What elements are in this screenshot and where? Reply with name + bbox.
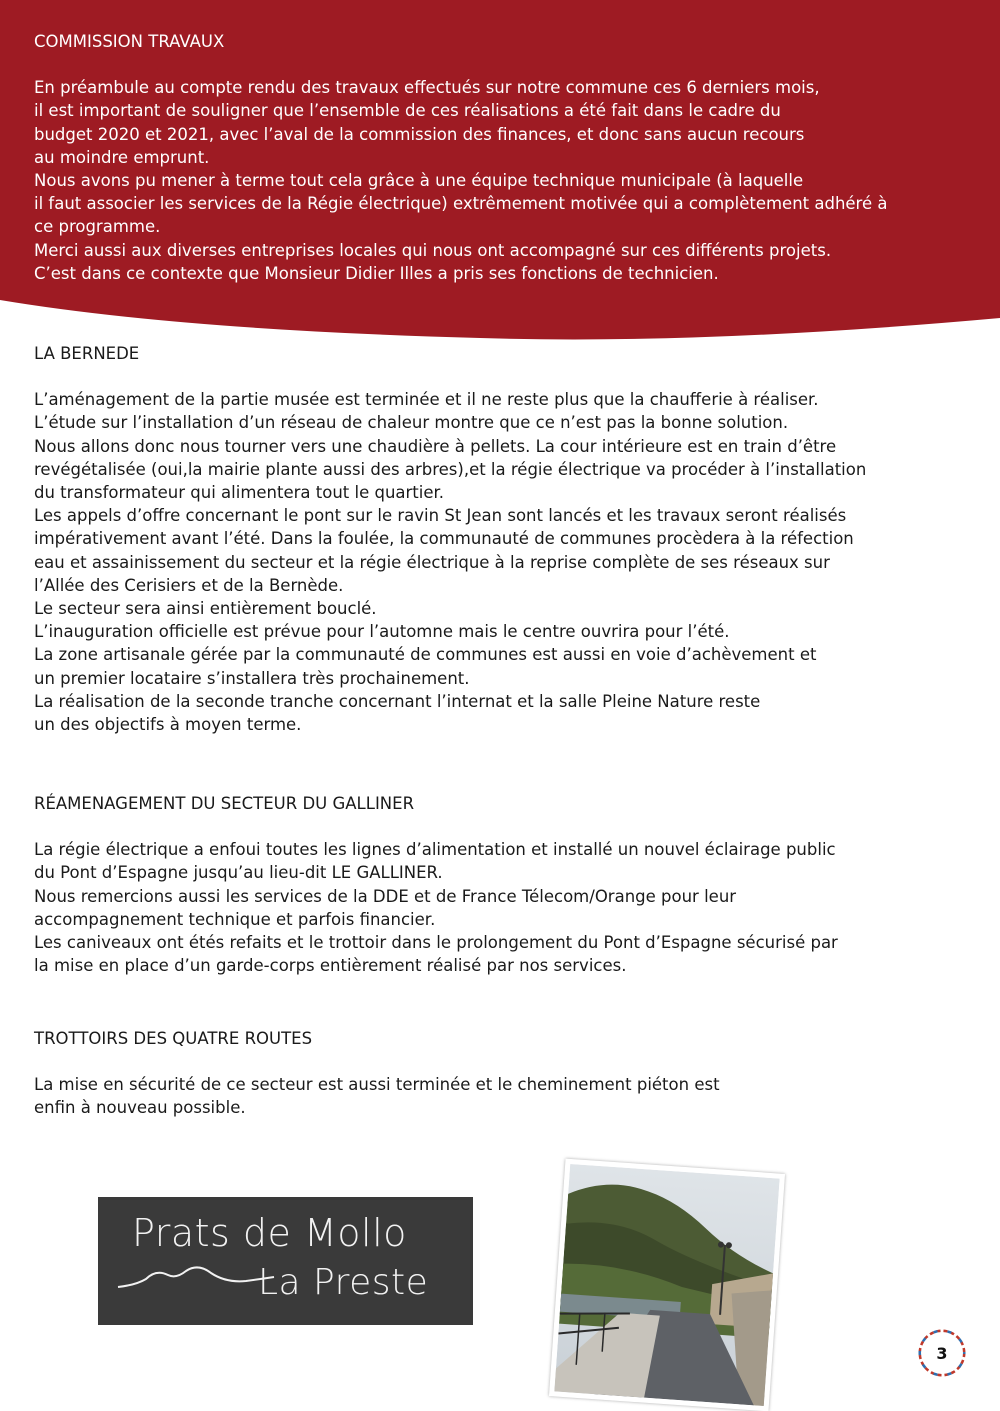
section-trottoirs	[34, 1027, 974, 1120]
section-paragraph	[34, 388, 974, 736]
text-line: budget 2020 et 2021, avec l’aval de la commission des finances, et donc sans aucun recours	[34, 124, 805, 144]
page-number: 3	[921, 1332, 963, 1374]
section-title: RÉAMENAGEMENT DU SECTEUR DU GALLINER	[34, 794, 415, 813]
text-line: accompagnement technique et parfois financier.	[34, 909, 436, 929]
text-line: du transformateur qui alimentera tout le quartier.	[34, 483, 445, 503]
text-line: l’Allée des Cerisiers et de la Bernède.	[34, 575, 344, 595]
text-line: La mise en sécurité de ce secteur est aussi terminée et le cheminement piéton est	[34, 1075, 720, 1095]
text-line: un premier locataire s’installera très prochainement.	[34, 668, 470, 688]
text-line: Nous allons donc nous tourner vers une chaudière à pellets. La cour intérieure est en train d’être	[34, 436, 837, 456]
text-line: La réalisation de la seconde tranche concernant l’internat et la salle Pleine Nature reste	[34, 691, 761, 711]
text-line: Nous remercions aussi les services de la DDE et de France Télecom/Orange pour leur	[34, 886, 737, 906]
text-line: impérativement avant l’été. Dans la foulée, la communauté de communes procèdera à la réfection	[34, 529, 854, 549]
text-line: ce programme.	[34, 217, 161, 237]
section-paragraph	[34, 1073, 974, 1119]
text-line: En préambule au compte rendu des travaux effectués sur notre commune ces 6 derniers mois,	[34, 78, 820, 98]
text-line: Les appels d’offre concernant le pont sur le ravin St Jean sont lancés et les travaux seront réalisés	[34, 506, 847, 526]
text-line: La zone artisanale gérée par la communauté de communes est aussi en voie d’achèvement et	[34, 645, 817, 665]
logo-line-2: La Preste	[258, 1262, 429, 1303]
bridge-photo-image	[554, 1164, 779, 1406]
text-line: La régie électrique a enfoui toutes les lignes d’alimentation et installé un nouvel éclairage public	[34, 840, 836, 860]
text-line: au moindre emprunt.	[34, 147, 210, 167]
text-line: un des objectifs à moyen terme.	[34, 715, 302, 735]
banner-intro	[34, 30, 974, 285]
banner-title: COMMISSION TRAVAUX	[34, 32, 225, 51]
text-line: du Pont d’Espagne jusqu’au lieu-dit LE GALLINER.	[34, 863, 443, 883]
text-line: Nous avons pu mener à terme tout cela grâce à une équipe technique municipale (à laquelle	[34, 171, 804, 191]
section-paragraph	[34, 838, 974, 977]
section-title: LA BERNEDE	[34, 344, 140, 363]
section-title: TROTTOIRS DES QUATRE ROUTES	[34, 1029, 313, 1048]
text-line: Le secteur sera ainsi entièrement bouclé.	[34, 599, 377, 619]
text-line: L’aménagement de la partie musée est terminée et il ne reste plus que la chaufferie à réaliser.	[34, 390, 819, 410]
text-line: enfin à nouveau possible.	[34, 1098, 246, 1118]
banner-paragraph	[34, 76, 974, 285]
text-line: L’étude sur l’installation d’un réseau de chaleur montre que ce n’est pas la bonne solution.	[34, 413, 789, 433]
text-line: Merci aussi aux diverses entreprises locales qui nous ont accompagné sur ces différents projets.	[34, 240, 832, 260]
text-line: revégétalisée (oui,la mairie plante aussi des arbres),et la régie électrique va procéder à l’installation	[34, 459, 867, 479]
section-galliner	[34, 792, 974, 977]
bridge-photo	[549, 1159, 785, 1411]
mountain-line-icon	[116, 1257, 276, 1297]
text-line: il est important de souligner que l’ensemble de ces réalisations a été fait dans le cadre du	[34, 101, 781, 121]
text-line: C’est dans ce contexte que Monsieur Didier Illes a pris ses fonctions de technicien.	[34, 263, 719, 283]
text-line: L’inauguration officielle est prévue pour l’automne mais le centre ouvrira pour l’été.	[34, 622, 730, 642]
logo-line-1: Prats de Mollo	[132, 1211, 407, 1255]
text-line: eau et assainissement du secteur et la régie électrique à la reprise complète de ses réseaux sur	[34, 552, 830, 572]
section-bernede	[34, 342, 974, 736]
text-line: Les caniveaux ont étés refaits et le trottoir dans le prolongement du Pont d’Espagne sécurisé par	[34, 933, 838, 953]
town-logo-sign	[98, 1197, 473, 1325]
text-line: la mise en place d’un garde-corps entièrement réalisé par nos services.	[34, 956, 627, 976]
text-line: il faut associer les services de la Régie électrique) extrêmement motivée qui a complètement adhéré à	[34, 194, 888, 214]
